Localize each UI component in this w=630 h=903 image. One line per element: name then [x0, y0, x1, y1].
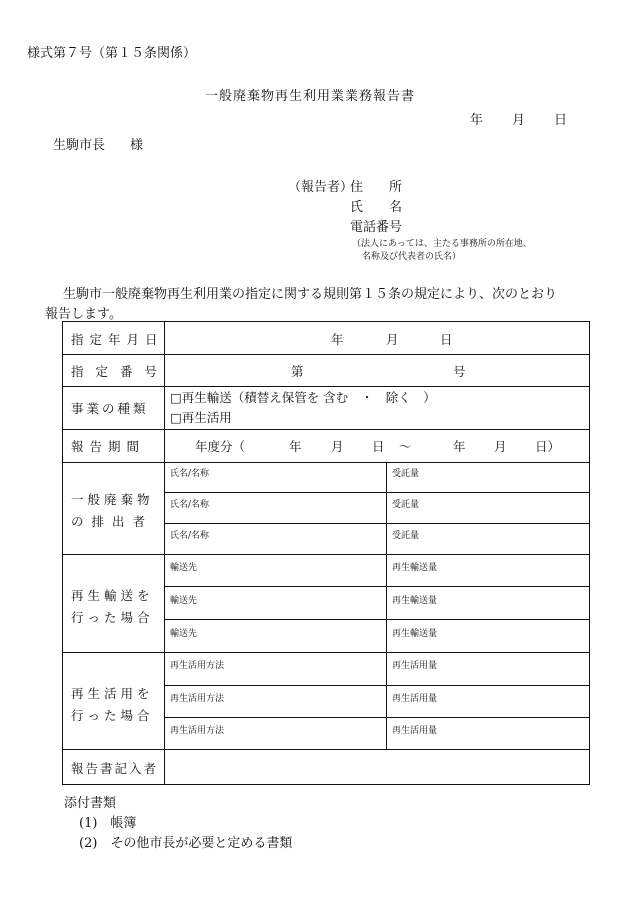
- designation-number-prefix: 第: [291, 364, 304, 379]
- transport-dest-1: 輸送先: [170, 563, 198, 573]
- discharger-name-1: 氏名/名称: [170, 469, 210, 479]
- discharger-name-2: 氏名/名称: [170, 500, 210, 510]
- discharger-label-1: 一般廃棄物: [71, 492, 154, 507]
- discharger-amount-2: 受託量: [392, 500, 420, 510]
- document-title: 一般廃棄物再生利用業業務報告書: [205, 89, 416, 104]
- discharger-amount-3: 受託量: [392, 531, 420, 541]
- designation-number-label: 指定番号: [71, 364, 170, 379]
- period-end-day: 日）: [535, 439, 561, 454]
- period-start-month: 月: [331, 439, 344, 454]
- body-line-2: 報告します。: [45, 307, 122, 322]
- attachments-title: 添付書類: [64, 796, 117, 811]
- designation-number-suffix: 号: [453, 364, 466, 379]
- date-day: 日: [554, 113, 568, 128]
- addressee: 生駒市長: [53, 138, 106, 153]
- designation-date-label: 指定年月日: [71, 332, 164, 347]
- designation-day: 日: [440, 332, 453, 347]
- business-type-label: 事業の種類: [71, 401, 149, 416]
- designation-year: 年: [331, 332, 344, 347]
- transport-label-2: 行った場合: [71, 610, 154, 625]
- period-start-year: 年: [289, 439, 302, 454]
- reporter-phone-label: 電話番号: [350, 220, 403, 235]
- transport-dest-3: 輸送先: [170, 629, 198, 639]
- period-start-day: 日: [372, 439, 385, 454]
- form-number: 様式第７号（第１５条関係）: [27, 46, 197, 61]
- reporter-note-2: 名称及び代表者の氏名）: [362, 252, 462, 262]
- reporter-name-label: 氏 名: [350, 200, 403, 215]
- utilization-amount-2: 再生活用量: [392, 694, 438, 704]
- designation-month: 月: [386, 332, 399, 347]
- transport-amount-1: 再生輸送量: [392, 563, 438, 573]
- utilization-amount-1: 再生活用量: [392, 661, 438, 671]
- utilization-label-2: 行った場合: [71, 708, 154, 723]
- discharger-label-2: の排出者: [71, 514, 154, 529]
- report-writer-label: 報告書記入者: [71, 761, 159, 776]
- transport-amount-3: 再生輸送量: [392, 629, 438, 639]
- discharger-name-3: 氏名/名称: [170, 531, 210, 541]
- report-period-label: 報告期間: [71, 439, 146, 454]
- business-type-transport-checkbox[interactable]: □再生輸送（積替え保管を 含む ・ 除く ）: [170, 390, 436, 405]
- utilization-label-1: 再生活用を: [71, 686, 154, 701]
- reporter-label: （報告者）: [288, 180, 354, 195]
- utilization-method-1: 再生活用方法: [170, 661, 225, 671]
- period-tilde: ～: [399, 439, 412, 454]
- date-month: 月: [512, 113, 526, 128]
- reporter-address-label: 住 所: [350, 180, 403, 195]
- reporter-note-1: （法人にあっては、主たる事務所の所在地、: [352, 239, 532, 249]
- business-type-utilization-checkbox[interactable]: □再生活用: [170, 410, 232, 425]
- utilization-method-2: 再生活用方法: [170, 694, 225, 704]
- attachment-item-2: (2) その他市長が必要と定める書類: [79, 836, 293, 851]
- transport-label-1: 再生輸送を: [71, 588, 154, 603]
- period-end-year: 年: [453, 439, 466, 454]
- attachment-item-1: (1) 帳簿: [79, 816, 137, 831]
- utilization-amount-3: 再生活用量: [392, 726, 438, 736]
- period-end-month: 月: [494, 439, 507, 454]
- transport-amount-2: 再生輸送量: [392, 596, 438, 606]
- report-form-table: [62, 321, 590, 785]
- period-nendo: 年度分（: [195, 439, 246, 454]
- transport-dest-2: 輸送先: [170, 596, 198, 606]
- date-year: 年: [470, 113, 484, 128]
- body-line-1: 生駒市一般廃棄物再生利用業の指定に関する規則第１５条の規定により、次のとおり: [63, 287, 558, 302]
- addressee-suffix: 様: [130, 138, 144, 153]
- discharger-amount-1: 受託量: [392, 469, 420, 479]
- utilization-method-3: 再生活用方法: [170, 726, 225, 736]
